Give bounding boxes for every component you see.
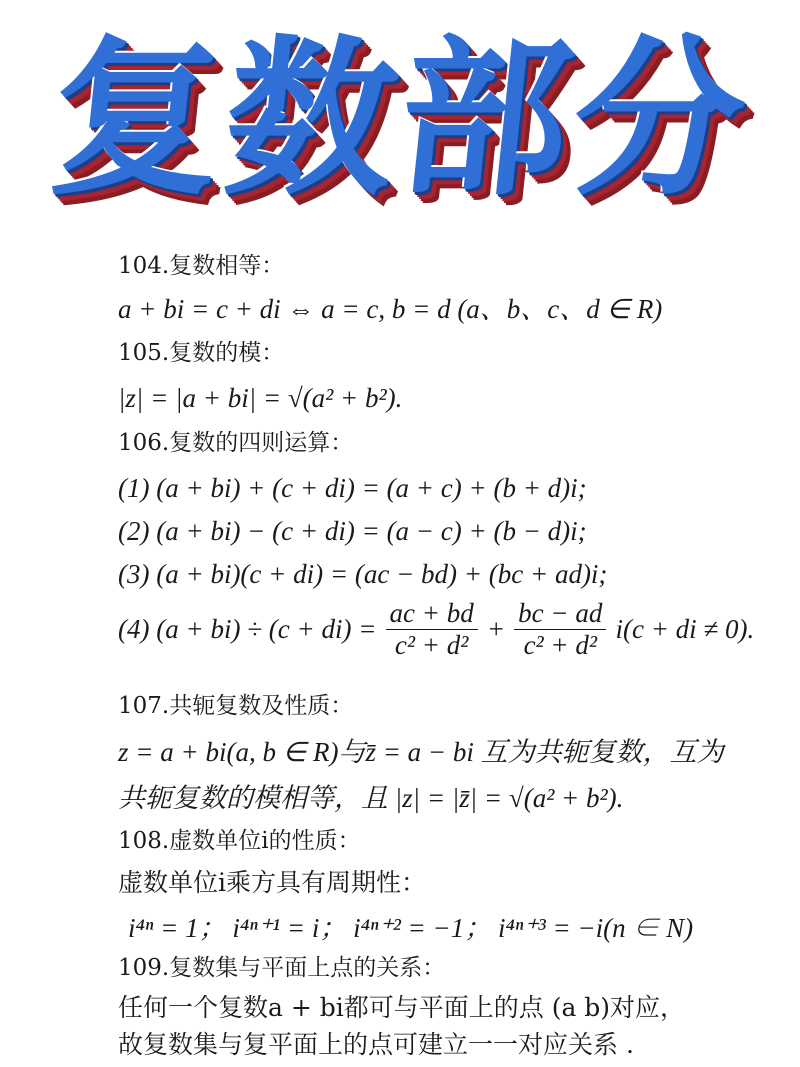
section-106-line-1: (1) (a + bi) + (c + di) = (a + c) + (b + d)i; <box>118 473 587 503</box>
fraction-real-denominator: c² + d² <box>394 630 469 660</box>
section-104-heading: 104.复数相等： <box>118 253 285 279</box>
section-105-formula: |z| = |a + bi| = √(a² + b²). <box>118 383 403 413</box>
section-105-heading: 105.复数的模： <box>118 340 285 366</box>
section-108-line-2: i⁴ⁿ = 1； i⁴ⁿ⁺¹ = i； i⁴ⁿ⁺² = −1； i⁴ⁿ⁺³ = −i(n ∈ N) <box>128 913 694 943</box>
page-title-banner <box>0 0 800 240</box>
fraction-imaginary-denominator: c² + d² <box>523 630 597 660</box>
fraction-imaginary-part <box>514 598 606 661</box>
section-107-line-1: z = a + bi(a, b ∈ R)与z̄ = a − bi 互为共轭复数，互为 <box>118 737 724 767</box>
fraction-real-part <box>386 598 478 661</box>
section-106-line-2: (2) (a + bi) − (c + di) = (a − c) + (b − d)i; <box>118 516 587 546</box>
page-title: 复数部分 <box>41 21 759 219</box>
section-106-line-3: (3) (a + bi)(c + di) = (ac − bd) + (bc + ad)i; <box>118 559 608 589</box>
section-108-line-1: 虚数单位i乘方具有周期性： <box>118 868 426 897</box>
section-106-line-4 <box>118 598 754 661</box>
section-107-heading: 107.共轭复数及性质： <box>118 693 354 719</box>
division-prefix: (4) (a + bi) ÷ (c + di) = <box>118 614 377 644</box>
section-109-line-1: 任何一个复数a + bi都可与平面上的点 (a b)对应， <box>118 993 686 1022</box>
section-108-heading: 108.虚数单位i的性质： <box>118 828 361 854</box>
plus-sign: + <box>486 614 506 644</box>
division-suffix: i(c + di ≠ 0). <box>615 614 755 644</box>
section-109-heading: 109.复数集与平面上点的关系： <box>118 955 446 981</box>
fraction-imaginary-numerator: bc − ad <box>514 598 606 630</box>
section-107-line-2: 共轭复数的模相等，且 |z| = |z̄| = √(a² + b²). <box>118 783 624 813</box>
section-106-heading: 106.复数的四则运算： <box>118 430 354 456</box>
section-104-formula: a + bi = c + di ⇔ a = c, b = d (a、b、c、d ∈ R) <box>118 294 663 324</box>
fraction-real-numerator: ac + bd <box>386 598 478 630</box>
section-109-line-2: 故复数集与复平面上的点可建立一一对应关系 . <box>118 1030 634 1059</box>
